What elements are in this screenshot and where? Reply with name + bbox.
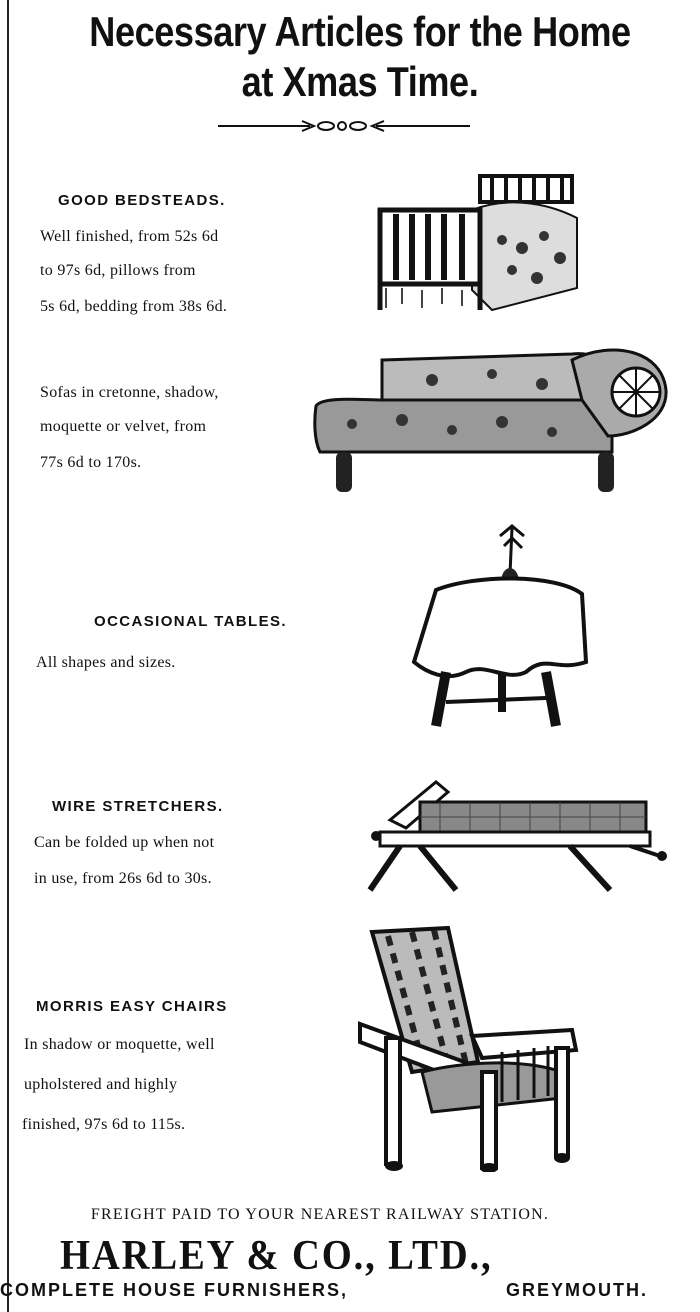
headline-line-1: Necessary Articles for the Home xyxy=(89,8,631,55)
sofas-line-2: moquette or velvet, from xyxy=(40,418,207,435)
tables-line-1: All shapes and sizes. xyxy=(36,654,176,671)
firm-name: HARLEY & CO., LTD., xyxy=(60,1233,493,1279)
stretchers-line-2: in use, from 26s 6d to 30s. xyxy=(34,870,212,887)
morris-chair-illustration xyxy=(352,922,588,1172)
divider-ornament xyxy=(218,118,470,134)
chairs-heading: MORRIS EASY CHAIRS xyxy=(36,998,228,1015)
table-illustration xyxy=(406,522,590,732)
stretchers-line-1: Can be folded up when not xyxy=(34,834,215,851)
stretchers-heading: WIRE STRETCHERS. xyxy=(52,798,224,815)
chairs-line-1: In shadow or moquette, well xyxy=(24,1036,215,1053)
chairs-line-2: upholstered and highly xyxy=(24,1076,178,1093)
bedsteads-line-3: 5s 6d, bedding from 38s 6d. xyxy=(40,298,228,315)
tables-heading: OCCASIONAL TABLES. xyxy=(94,613,287,630)
freight-notice: FREIGHT PAID TO YOUR NEAREST RAILWAY STATION. xyxy=(90,1206,550,1223)
headline-line-2: at Xmas Time. xyxy=(241,58,479,105)
bedsteads-line-2: to 97s 6d, pillows from xyxy=(40,262,196,279)
stretcher-illustration xyxy=(360,770,670,896)
bedstead-illustration xyxy=(372,170,582,320)
firm-town: GREYMOUTH. xyxy=(506,1280,649,1300)
sofa-illustration xyxy=(312,340,672,500)
bedsteads-line-1: Well finished, from 52s 6d xyxy=(40,228,219,245)
bedsteads-heading: GOOD BEDSTEADS. xyxy=(58,192,226,209)
firm-tagline: COMPLETE HOUSE FURNISHERS, xyxy=(0,1280,349,1300)
column-rule xyxy=(7,0,9,1312)
sofas-line-1: Sofas in cretonne, shadow, xyxy=(40,384,219,401)
chairs-line-3: finished, 97s 6d to 115s. xyxy=(22,1116,186,1133)
sofas-line-3: 77s 6d to 170s. xyxy=(40,454,142,471)
